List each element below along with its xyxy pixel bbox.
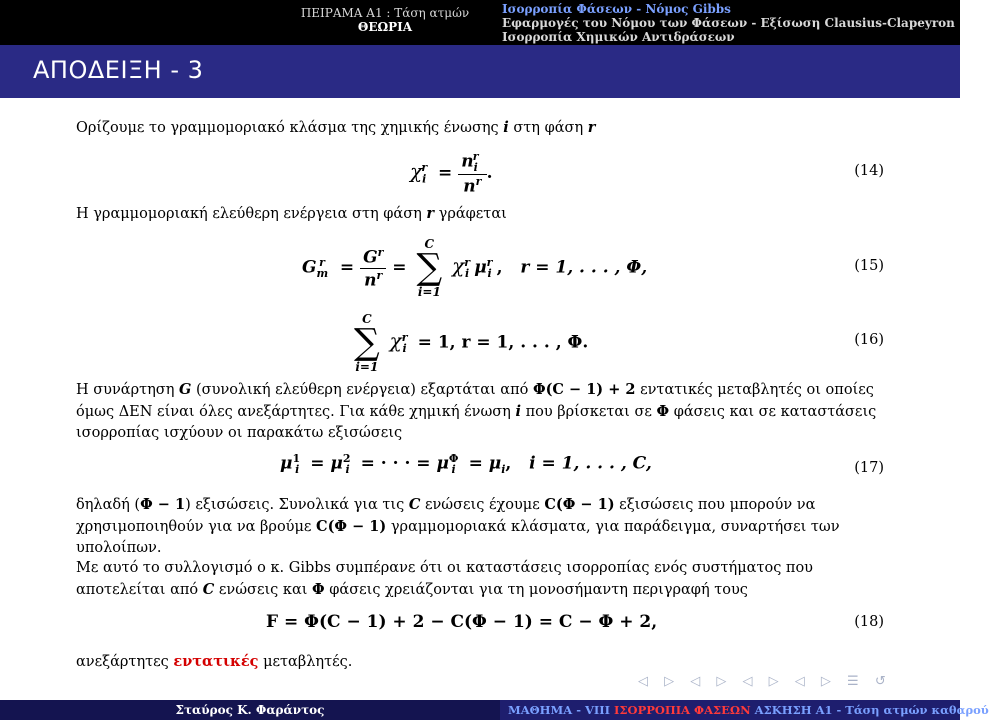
subsection-link-reactions[interactable]: Ισορροπία Χημικών Αντιδράσεων bbox=[502, 30, 735, 44]
math-expression: Φ − 1 bbox=[140, 496, 186, 513]
slide-title: ΑΠΟΔΕΙΞΗ - 3 bbox=[33, 56, 204, 84]
equation-17: $\mu^1_i = \mu^2_i$ = · · · = $\mu^\Phi_i = \mu_i$, i = 1, . . . , C, bbox=[280, 452, 652, 477]
equation-number-16: (16) bbox=[854, 332, 884, 348]
top-bar-empty-section bbox=[0, 0, 270, 45]
section-navigation[interactable] bbox=[270, 0, 500, 45]
chi-symbol: χ bbox=[410, 158, 423, 183]
math-expression: C(Φ − 1) bbox=[316, 518, 387, 535]
text: ) εξισώσεις. Συνολικά για τις bbox=[185, 497, 409, 513]
text: ενώσεις έχουμε bbox=[420, 497, 545, 513]
paragraph-independent-variables bbox=[76, 651, 886, 673]
equation-number-18: (18) bbox=[854, 614, 884, 630]
math-C: C bbox=[408, 496, 421, 513]
math-r: r bbox=[587, 119, 596, 136]
text: ενώσεις και bbox=[214, 582, 313, 598]
paragraph-dependence bbox=[76, 379, 886, 444]
equation-number-17: (17) bbox=[854, 460, 884, 476]
text: που βρίσκεται σε bbox=[520, 404, 657, 420]
paragraph-equation-count bbox=[76, 494, 886, 559]
text: στη φάση bbox=[508, 120, 588, 136]
range-expression: r = 1, . . . , Φ, bbox=[520, 257, 648, 278]
footer-course: ΜΑΘΗΜΑ - VIII bbox=[508, 703, 611, 717]
subsection-link-clausius[interactable]: Εφαρμογές του Νόμου των Φάσεων - Εξίσωση Clausius-Clapeyron bbox=[502, 16, 955, 30]
footer-rest: ΑΣΚΗΣΗ Α1 - Τάση ατμών καθαρού bbox=[754, 703, 989, 717]
paragraph-molar-free-energy bbox=[76, 203, 886, 225]
math-C: C bbox=[202, 581, 215, 598]
text: Με αυτό το συλλογισμό ο κ. Gibbs συμπέρανε ότι οι καταστάσεις ισορροπίας ενός συστήματος που αποτελείται από bbox=[76, 560, 813, 598]
math-phi: Φ bbox=[312, 581, 325, 598]
numerator: n bbox=[461, 151, 474, 172]
subsection-title[interactable]: ΘΕΩΡΙΑ bbox=[357, 20, 413, 34]
range-expression: i = 1, . . . , C, bbox=[529, 453, 652, 474]
text: μεταβλητές. bbox=[258, 654, 353, 670]
text: γραμμομοριακά κλάσματα, για παράδειγμα, συναρτήσει των υπολοίπων. bbox=[76, 519, 840, 556]
paragraph-mole-fraction bbox=[76, 117, 886, 139]
subsection-link-gibbs[interactable]: Ισορροπία Φάσεων - Νόμος Gibbs bbox=[502, 2, 731, 16]
text: Η συνάρτηση bbox=[76, 382, 180, 398]
paragraph-gibbs-conclusion bbox=[76, 558, 886, 601]
beamer-navigation-icons[interactable]: ◁ ▷ ◁ ▷ ◁ ▷ ◁ ▷ ☰ ↺ bbox=[638, 674, 892, 689]
equation-18 bbox=[266, 612, 657, 632]
text: φάσεις χρειάζονται για τη μονοσήμαντη περιγραφή τους bbox=[324, 582, 748, 598]
phase-rule-expression: F = Φ(C − 1) + 2 − C(Φ − 1) = C − Φ + 2, bbox=[266, 612, 658, 632]
range-expression: = 1, r = 1, . . . , Φ. bbox=[417, 332, 589, 353]
section-title[interactable]: ΠΕΙΡΑΜΑ Α1 : Τάση ατμών bbox=[300, 6, 470, 20]
text: εξισώσεις που μπορούν να χρησιμοποιηθούν για να βρούμε bbox=[76, 497, 816, 535]
chain-ellipsis: = · · · = bbox=[360, 453, 437, 474]
equation-14: $\chi_i^r$ = $\frac{n_i^r}{n^r}$ . bbox=[410, 150, 493, 197]
math-phi: Φ bbox=[656, 403, 670, 420]
equation-number-14: (14) bbox=[854, 163, 884, 179]
text: γράφεται bbox=[434, 206, 507, 222]
footer-bar bbox=[0, 700, 989, 720]
equation-number-15: (15) bbox=[854, 258, 884, 274]
highlighted-word: εντατικές bbox=[173, 653, 259, 670]
fraction: $\frac{n_i^r}{n^r}$ bbox=[458, 150, 486, 197]
math-expression: C(Φ − 1) bbox=[544, 496, 615, 513]
math-expression: Φ(C − 1) + 2 bbox=[532, 381, 636, 398]
footer-highlight: ΙΣΟΡΡΟΠΙΑ ΦΑΣΕΩΝ bbox=[614, 703, 751, 717]
top-navigation-bar bbox=[0, 0, 960, 45]
equation-15: $G_m^r$ = $\frac{G^r}{n^r}$ = C ∑ i=1 $\chi^r_i$ $\mu^r_i$ , r = 1, . . . , Φ, bbox=[302, 237, 648, 299]
text: φάσεις και σε καταστάσεις ισορροπίας ισχύουν οι παρακάτω εξισώσεις bbox=[76, 404, 877, 441]
footer-course-info bbox=[500, 700, 989, 720]
math-i: i bbox=[503, 119, 509, 136]
math-i: i bbox=[515, 403, 521, 420]
text: ανεξάρτητες bbox=[76, 654, 174, 670]
math-r: r bbox=[426, 205, 435, 222]
equation-16: C ∑ i=1 $\chi^r_i = 1$, r = 1, . . . , Φ. bbox=[354, 312, 589, 374]
math-G: G bbox=[179, 381, 192, 398]
text: Η γραμμομοριακή ελεύθερη ενέργεια στη φάση bbox=[76, 206, 427, 222]
text: (συνολική ελεύθερη ενέργεια) εξαρτάται από bbox=[191, 382, 533, 398]
text: Ορίζουμε το γραμμομοριακό κλάσμα της χημικής ένωσης bbox=[76, 120, 504, 136]
text: δηλαδή ( bbox=[76, 497, 141, 513]
text: εντατικές μεταβλητές οι οποίες όμως ΔΕΝ είναι όλες ανεξάρτητες. Για κάθε χημική ένωση bbox=[76, 382, 874, 420]
denominator: n bbox=[463, 176, 476, 197]
subsection-navigation[interactable] bbox=[500, 0, 962, 45]
footer-author: Σταύρος Κ. Φαράντος bbox=[0, 700, 500, 720]
